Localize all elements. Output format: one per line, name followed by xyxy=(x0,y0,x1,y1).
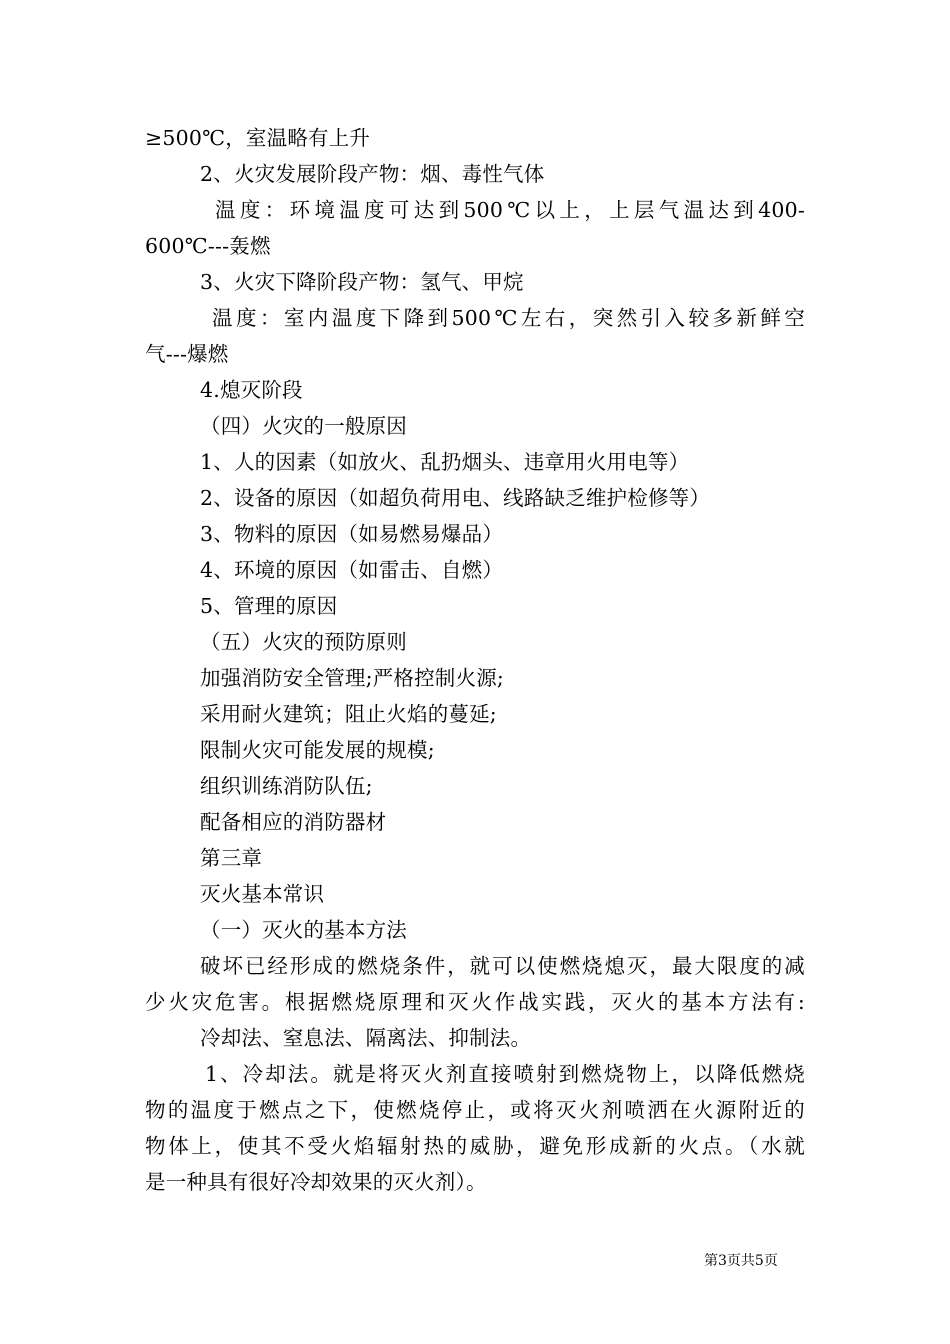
text-line: 破坏已经形成的燃烧条件，就可以使燃烧熄灭，最大限度的减 xyxy=(200,954,805,978)
page-number: 第3页共5页 xyxy=(704,1253,778,1269)
text-line: 物的温度于燃点之下，使燃烧停止，或将灭火剂喷洒在火源附近的 xyxy=(145,1098,805,1122)
section-heading: （一）灭火的基本方法 xyxy=(200,918,407,942)
text-line: 温度：室内温度下降到500℃左右，突然引入较多新鲜空 xyxy=(212,306,805,330)
text-line: 温度：环境温度可达到500℃以上，上层气温达到400- xyxy=(215,198,805,222)
section-heading: （四）火灾的一般原因 xyxy=(200,414,407,438)
chapter-subtitle: 灭火基本常识 xyxy=(200,882,325,906)
text-line: 组织训练消防队伍; xyxy=(200,774,373,798)
text-line: ≥500℃，室温略有上升 xyxy=(145,126,371,150)
text-line: 气---爆燃 xyxy=(145,342,229,366)
text-line: 600℃---轰燃 xyxy=(145,234,271,258)
text-line: 1、冷却法。就是将灭火剂直接喷射到燃烧物上，以降低燃烧 xyxy=(205,1062,805,1086)
text-line: 4、环境的原因（如雷击、自燃） xyxy=(200,558,504,582)
section-heading: （五）火灾的预防原则 xyxy=(200,630,407,654)
text-line: 4.熄灭阶段 xyxy=(200,378,303,402)
text-line: 采用耐火建筑；阻止火焰的蔓延; xyxy=(200,702,497,726)
text-line: 是一种具有很好冷却效果的灭火剂）。 xyxy=(145,1170,487,1194)
text-line: 冷却法、窒息法、隔离法、抑制法。 xyxy=(200,1026,532,1050)
chapter-title: 第三章 xyxy=(200,846,263,870)
text-line: 配备相应的消防器材 xyxy=(200,810,387,834)
text-line: 限制火灾可能发展的规模; xyxy=(200,738,435,762)
text-line: 3、物料的原因（如易燃易爆品） xyxy=(200,522,504,546)
text-line: 2、设备的原因（如超负荷用电、线路缺乏维护检修等） xyxy=(200,486,711,510)
text-line: 3、火灾下降阶段产物：氢气、甲烷 xyxy=(200,270,524,294)
text-line: 5、管理的原因 xyxy=(200,594,338,618)
text-line: 1、人的因素（如放火、乱扔烟头、违章用火用电等） xyxy=(200,450,690,474)
text-line: 2、火灾发展阶段产物：烟、毒性气体 xyxy=(200,162,545,186)
text-line: 少火灾危害。根据燃烧原理和灭火作战实践，灭火的基本方法有: xyxy=(145,990,805,1014)
text-line: 加强消防安全管理;严格控制火源; xyxy=(200,666,505,690)
text-line: 物体上，使其不受火焰辐射热的威胁，避免形成新的火点。（水就 xyxy=(145,1134,805,1158)
